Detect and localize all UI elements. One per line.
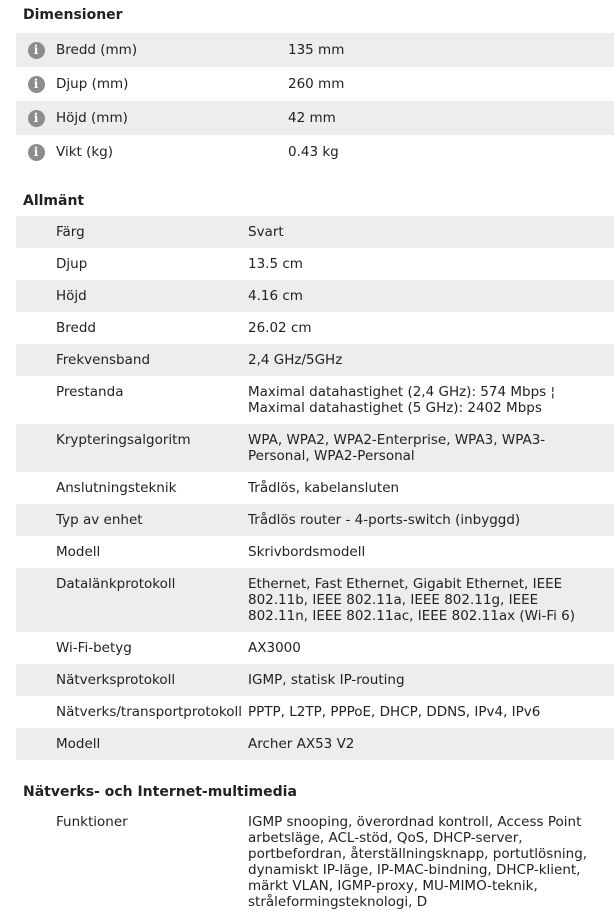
- row-value: 135 mm: [288, 42, 345, 58]
- row-value: 2,4 GHz/5GHz: [248, 352, 343, 368]
- table-row: [16, 504, 614, 536]
- row-label: Modell: [56, 736, 101, 752]
- table-row: [16, 135, 614, 169]
- table-row: [16, 568, 614, 632]
- row-label: Vikt (kg): [56, 144, 114, 160]
- table-row: [16, 806, 614, 911]
- table-row: [16, 472, 614, 504]
- row-label: Färg: [56, 224, 85, 240]
- info-icon[interactable]: i: [28, 110, 45, 127]
- row-label: Djup: [56, 256, 88, 272]
- row-label: Höjd: [56, 288, 87, 304]
- dimensions-table: [16, 33, 614, 169]
- section-title-allmant: Allmänt: [23, 193, 85, 209]
- row-value: Trådlös, kabelansluten: [248, 480, 400, 496]
- row-label: Djup (mm): [56, 76, 129, 92]
- row-value: WPA, WPA2, WPA2-Enterprise, WPA3, WPA3-Personal, WPA2-Personal: [248, 432, 546, 464]
- table-row: [16, 536, 614, 568]
- row-label: Prestanda: [56, 384, 124, 400]
- info-icon[interactable]: i: [28, 144, 45, 161]
- table-row: [16, 33, 614, 67]
- row-value: Maximal datahastighet (2,4 GHz): 574 Mbps ¦ Maximal datahastighet (5 GHz): 2402 Mbps: [248, 384, 556, 416]
- row-label: Modell: [56, 544, 101, 560]
- row-value: 0.43 kg: [288, 144, 339, 160]
- row-value: 13.5 cm: [248, 256, 303, 272]
- table-row: [16, 632, 614, 664]
- row-value: Svart: [248, 224, 284, 240]
- row-label: Krypteringsalgoritm: [56, 432, 191, 448]
- row-label: Frekvensband: [56, 352, 151, 368]
- row-value: Archer AX53 V2: [248, 736, 355, 752]
- table-row: [16, 216, 614, 248]
- section-title-natverk-multimedia: Nätverks- och Internet-multimedia: [23, 784, 297, 800]
- section-title-dimensioner: Dimensioner: [23, 7, 123, 23]
- row-value: 26.02 cm: [248, 320, 312, 336]
- row-label: Datalänkprotokoll: [56, 576, 176, 592]
- info-icon[interactable]: i: [28, 76, 45, 93]
- table-row: [16, 376, 614, 424]
- row-label: Bredd (mm): [56, 42, 138, 58]
- table-row: [16, 728, 614, 760]
- table-row: [16, 67, 614, 101]
- row-label: Anslutningsteknik: [56, 480, 177, 496]
- row-value: IGMP snooping, överordnad kontroll, Access Point arbetsläge, ACL-stöd, QoS, DHCP-server, portbefordran, återställningsknapp, portutlösning, dynamiskt IP-läge, IP-MAC-bindning, DHCP-klient, märkt VLAN, IGMP-proxy, MU-MIMO-teknik, stråleformingsteknologi, D: [248, 814, 588, 910]
- row-label: Höjd (mm): [56, 110, 128, 126]
- table-row: [16, 696, 614, 728]
- table-row: [16, 424, 614, 472]
- row-label: Nätverks/transportprotokoll: [56, 704, 243, 720]
- table-row: [16, 344, 614, 376]
- general-table: [16, 216, 614, 760]
- row-value: Skrivbordsmodell: [248, 544, 366, 560]
- info-icon[interactable]: i: [28, 42, 45, 59]
- table-row: [16, 248, 614, 280]
- row-label: Bredd: [56, 320, 96, 336]
- row-value: PPTP, L2TP, PPPoE, DHCP, DDNS, IPv4, IPv6: [248, 704, 541, 720]
- network-table: [16, 806, 614, 911]
- row-value: AX3000: [248, 640, 301, 656]
- table-row: [16, 101, 614, 135]
- table-row: [16, 312, 614, 344]
- row-label: Wi-Fi-betyg: [56, 640, 132, 656]
- row-label: Typ av enhet: [56, 512, 143, 528]
- table-row: [16, 664, 614, 696]
- row-value: 4.16 cm: [248, 288, 303, 304]
- row-value: 260 mm: [288, 76, 345, 92]
- row-label: Nätverksprotokoll: [56, 672, 176, 688]
- row-value: IGMP, statisk IP-routing: [248, 672, 405, 688]
- table-row: [16, 280, 614, 312]
- row-value: Ethernet, Fast Ethernet, Gigabit Ethernet, IEEE 802.11b, IEEE 802.11a, IEEE 802.11g, IEEE 802.11n, IEEE 802.11ac, IEEE 802.11ax (Wi-Fi 6): [248, 576, 576, 624]
- row-value: Trådlös router - 4-ports-switch (inbyggd): [248, 512, 521, 528]
- row-value: 42 mm: [288, 110, 336, 126]
- row-label: Funktioner: [56, 814, 128, 830]
